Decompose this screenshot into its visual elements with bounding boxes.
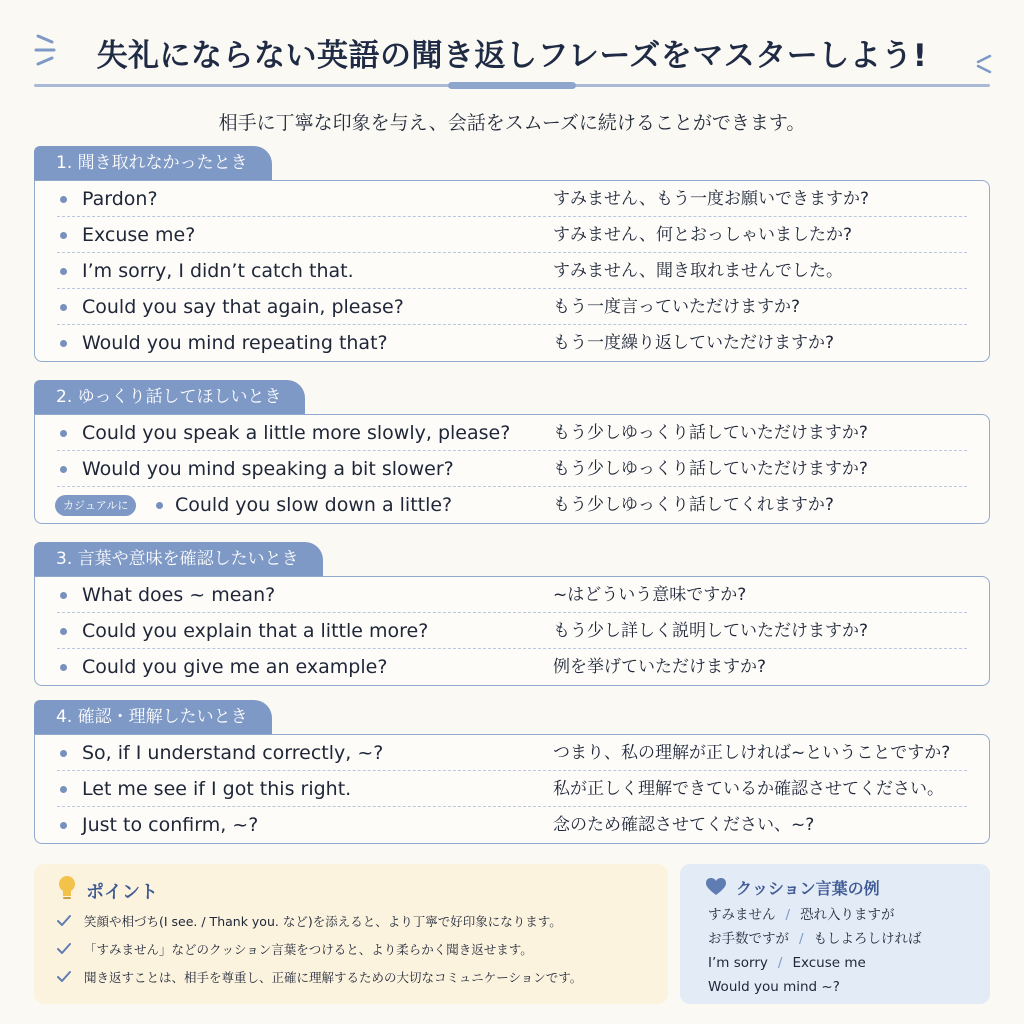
heart-icon [706,878,726,896]
cushion-line [708,904,895,926]
phrase-row [57,253,967,289]
check-icon [56,942,72,956]
japanese-translation: もう一度繰り返していただけますか? [553,333,835,353]
english-phrase: Let me see if I got this right. [82,778,352,800]
check-icon [56,914,72,928]
bullet-icon [60,466,67,473]
point-text: 笑顔や相づち(I see. / Thank you. など)を添えると、より丁寧で好印象になります。 [84,914,562,929]
japanese-translation: ~はどういう意味ですか? [553,585,747,605]
phrase-row [57,807,967,843]
english-phrase: Would you mind repeating that? [82,332,388,354]
cushion-words-box [680,864,990,1004]
phrase-row [57,613,967,649]
phrase-row [57,649,967,685]
phrase-row [57,181,967,217]
english-phrase: Just to confirm, ~? [82,814,259,836]
english-phrase: Could you give me an example? [82,656,388,678]
phrase-row [57,771,967,807]
title-rule-accent [448,82,576,89]
english-phrase: Could you explain that a little more? [82,620,429,642]
english-phrase: I’m sorry, I didn’t catch that. [82,260,354,282]
bullet-icon [156,502,163,509]
cushion-line [708,976,840,998]
cushion-word: I’m sorry [708,955,768,971]
point-title: ポイント [86,882,158,903]
japanese-translation: もう一度言っていただけますか? [553,297,801,317]
section-speak-slowly [34,380,990,532]
cushion-line [708,928,922,950]
bullet-icon [60,822,67,829]
section-confirm-understanding [34,700,990,852]
separator: / [777,955,783,971]
japanese-translation: もう少し詳しく説明していただけますか? [553,621,869,641]
cushion-word: 恐れ入りますが [800,907,895,923]
english-phrase: Could you say that again, please? [82,296,404,318]
japanese-translation: もう少しゆっくり話してくれますか? [553,495,834,515]
point-item [56,939,660,961]
cushion-word: Excuse me [792,955,866,971]
title-area [0,0,1024,100]
japanese-translation: すみません、何とおっしゃいましたか? [553,225,853,245]
phrase-row [57,289,967,325]
phrase-row [57,487,967,523]
cushion-word: すみません [708,907,776,923]
section-heading: 4. 確認・理解したいとき [34,700,272,734]
cushion-word: もしよろしければ [813,931,922,947]
phrase-list [34,576,990,686]
japanese-translation: つまり、私の理解が正しければ~ということですか? [553,743,951,763]
bullet-icon [60,268,67,275]
bullet-icon [60,196,67,203]
section-not-heard [34,146,990,370]
separator: / [799,931,804,947]
bullet-icon [60,304,67,311]
casual-badge: カジュアルに [55,495,136,516]
section-confirm-meaning [34,542,990,694]
bullet-icon [60,340,67,347]
dash-deco-icon [972,52,994,76]
japanese-translation: もう少しゆっくり話していただけますか? [553,423,868,443]
english-phrase: Would you mind speaking a bit slower? [82,458,454,480]
phrase-row [57,451,967,487]
bullet-icon [60,232,67,239]
section-heading: 2. ゆっくり話してほしいとき [34,380,305,414]
japanese-translation: もう少しゆっくり話していただけますか? [553,459,868,479]
english-phrase: So, if I understand correctly, ~? [82,742,384,764]
page-title: 失礼にならない英語の聞き返しフレーズをマスターしよう! [96,38,928,74]
lightbulb-icon [56,874,78,902]
point-text: 聞き返すことは、相手を尊重し、正確に理解するための大切なコミュニケーションです。 [84,970,583,985]
english-phrase: Could you slow down a little? [175,494,453,516]
separator: / [785,907,791,923]
phrase-list [34,180,990,362]
phrase-row [57,325,967,361]
english-phrase: Pardon? [82,188,158,210]
section-heading: 1. 聞き取れなかったとき [34,146,272,180]
point-item [56,911,660,933]
phrase-row [57,735,967,771]
bullet-icon [60,628,67,635]
section-heading: 3. 言葉や意味を確認したいとき [34,542,323,576]
phrase-row [57,577,967,613]
bullet-icon [60,430,67,437]
japanese-translation: 念のため確認させてください、~? [553,815,815,835]
english-phrase: Excuse me? [82,224,196,246]
japanese-translation: すみません、聞き取れませんでした。 [553,261,844,281]
cushion-line [708,952,866,974]
japanese-translation: 私が正しく理解できているか確認させてください。 [553,779,944,799]
bullet-icon [60,592,67,599]
check-icon [56,970,72,984]
english-phrase: Could you speak a little more slowly, please? [82,422,511,444]
japanese-translation: すみません、もう一度お願いできますか? [553,189,870,209]
phrase-list [34,414,990,524]
point-text: 「すみません」などのクッション言葉をつけると、より柔らかく聞き返せます。 [84,942,533,957]
subtitle: 相手に丁寧な印象を与え、会話をスムーズに続けることができます。 [218,112,806,134]
point-item [56,967,660,989]
phrase-row [57,415,967,451]
cushion-title: クッション言葉の例 [736,879,880,898]
bullet-icon [60,664,67,671]
cushion-word: Would you mind ~? [708,979,840,995]
phrase-row [57,217,967,253]
bullet-icon [60,786,67,793]
japanese-translation: 例を挙げていただけますか? [553,657,767,677]
phrase-list [34,734,990,844]
bullet-icon [60,750,67,757]
english-phrase: What does ~ mean? [82,584,276,606]
point-box [34,864,668,1004]
cushion-word: お手数ですが [708,931,789,947]
